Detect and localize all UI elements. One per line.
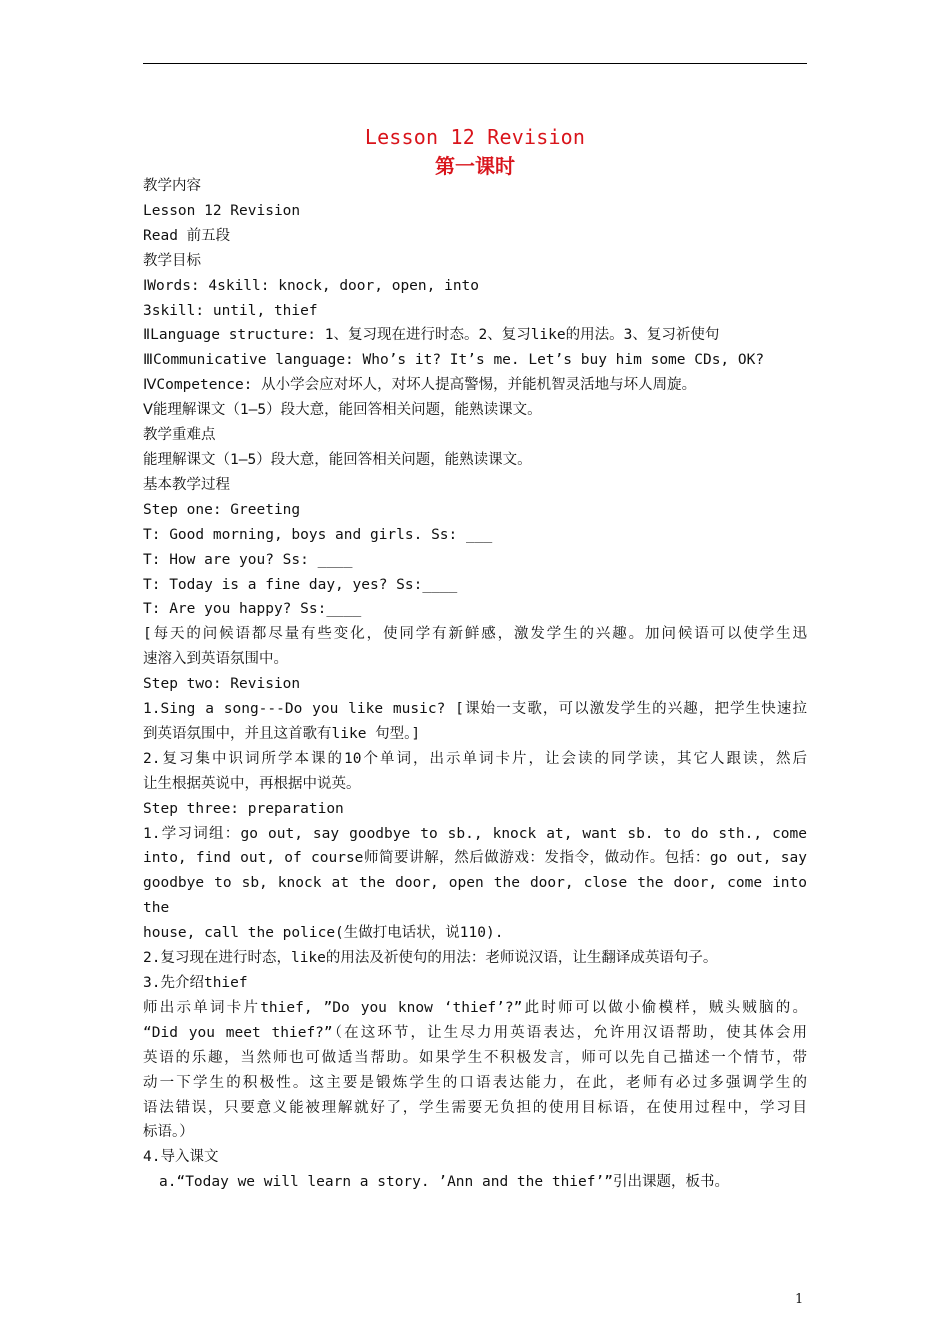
text-line: 2.复习集中识词所学本课的10个单词，出示单词卡片，让会读的同学读，其它人跟读，然后: [143, 750, 807, 767]
text-line: 师出示单词卡片thief, ”Do you know ‘thief’?”此时师可以做小偷模样，贼头贼脑的。: [143, 999, 807, 1016]
text-line: ⅡLanguage structure: 1、复习现在进行时态。2、复习like的用法。3、复习祈使句: [143, 327, 720, 344]
page-subtitle: 第一课时: [435, 154, 515, 178]
section-heading-process: 基本教学过程: [143, 476, 230, 493]
text-line: goodbye to sb, knock at the door, open the door, close the door, come into the: [143, 875, 807, 917]
text-line: “Did you meet thief?”（在这环节，让生尽力用英语表达，允许用汉语帮助，使其体会用: [143, 1024, 807, 1041]
text-line: ⅠWords: 4skill: knock, door, open, into: [143, 277, 480, 294]
text-line: 让生根据英说中，再根据中说英。: [143, 775, 361, 792]
text-line: 1.Sing a song---Do you like music? [课始一支歌，可以激发学生的兴趣，把学生快速拉: [143, 701, 807, 718]
text-line: 2.复习现在进行时态，like的用法及祈使句的用法：老师说汉语，让生翻译成英语句子。: [143, 950, 718, 967]
dialogue-line: T: Are you happy? Ss:____: [143, 601, 362, 618]
text-line: Ⅴ能理解课文（1—5）段大意，能回答相关问题，能熟读课文。: [143, 402, 542, 419]
section-heading-content: 教学内容: [143, 178, 201, 194]
text-line: 动一下学生的积极性。这主要是锻炼学生的口语表达能力，在此，老师有必过多强调学生的: [143, 1074, 807, 1091]
text-line: 能理解课文（1—5）段大意，能回答相关问题，能熟读课文。: [143, 451, 532, 468]
dialogue-line: T: Today is a fine day, yes? Ss:____: [143, 576, 458, 593]
text-line: a.“Today we will learn a story. ’Ann and the thief’”引出课题，板书。: [159, 1174, 729, 1191]
page-title: Lesson 12 Revision: [364, 125, 586, 149]
text-line: 3.先介绍thief: [143, 975, 248, 991]
step-heading: Step two: Revision: [143, 676, 301, 693]
text-line: [每天的问候语都尽量有些变化，使同学有新鲜感，激发学生的兴趣。加问候语可以使学生迅: [143, 626, 807, 643]
text-line: house, call the police(生做打电话状，说110).: [143, 925, 504, 942]
text-line: 4.导入课文: [143, 1149, 219, 1166]
section-heading-objectives: 教学目标: [143, 252, 201, 269]
section-heading-key-points: 教学重难点: [143, 427, 216, 444]
step-heading: Step one: Greeting: [143, 501, 301, 518]
page-number: 1: [795, 1292, 804, 1307]
text-line: Read 前五段: [143, 227, 231, 244]
dialogue-line: T: Good morning, boys and girls. Ss: ___: [143, 526, 493, 543]
header-rule: [143, 63, 807, 64]
text-line: 速溶入到英语氛围中。: [143, 651, 288, 668]
text-line: 3skill: until, thief: [143, 302, 318, 319]
text-line: ⅢCommunicative language: Who’s it? It’s me. Let’s buy him some CDs, OK?: [143, 352, 765, 369]
text-line: 到英语氛围中，并且这首歌有like 句型。]: [143, 725, 421, 742]
text-line: into, find out, of course师简要讲解，然后做游戏：发指令，做动作。包括：go out, say: [143, 850, 807, 867]
document-body: [143, 174, 807, 1195]
text-line: Lesson 12 Revision: [143, 202, 301, 219]
step-heading: Step three: preparation: [143, 800, 344, 817]
text-line: ⅣCompetence: 从小学会应对坏人，对坏人提高警惕，并能机智灵活地与坏人周旋。: [143, 377, 697, 394]
dialogue-line: T: How are you? Ss: ____: [143, 551, 353, 568]
text-line: 标语。）: [143, 1124, 194, 1141]
text-line: 1.学习词组：go out, say goodbye to sb., knock at, want sb. to do sth., come: [143, 825, 807, 842]
text-line: 英语的乐趣，当然师也可做适当帮助。如果学生不积极发言，师可以先自己描述一个情节，带: [143, 1049, 807, 1066]
text-line: 语法错误，只要意义能被理解就好了，学生需要无负担的使用目标语，在使用过程中，学习目: [143, 1099, 807, 1116]
